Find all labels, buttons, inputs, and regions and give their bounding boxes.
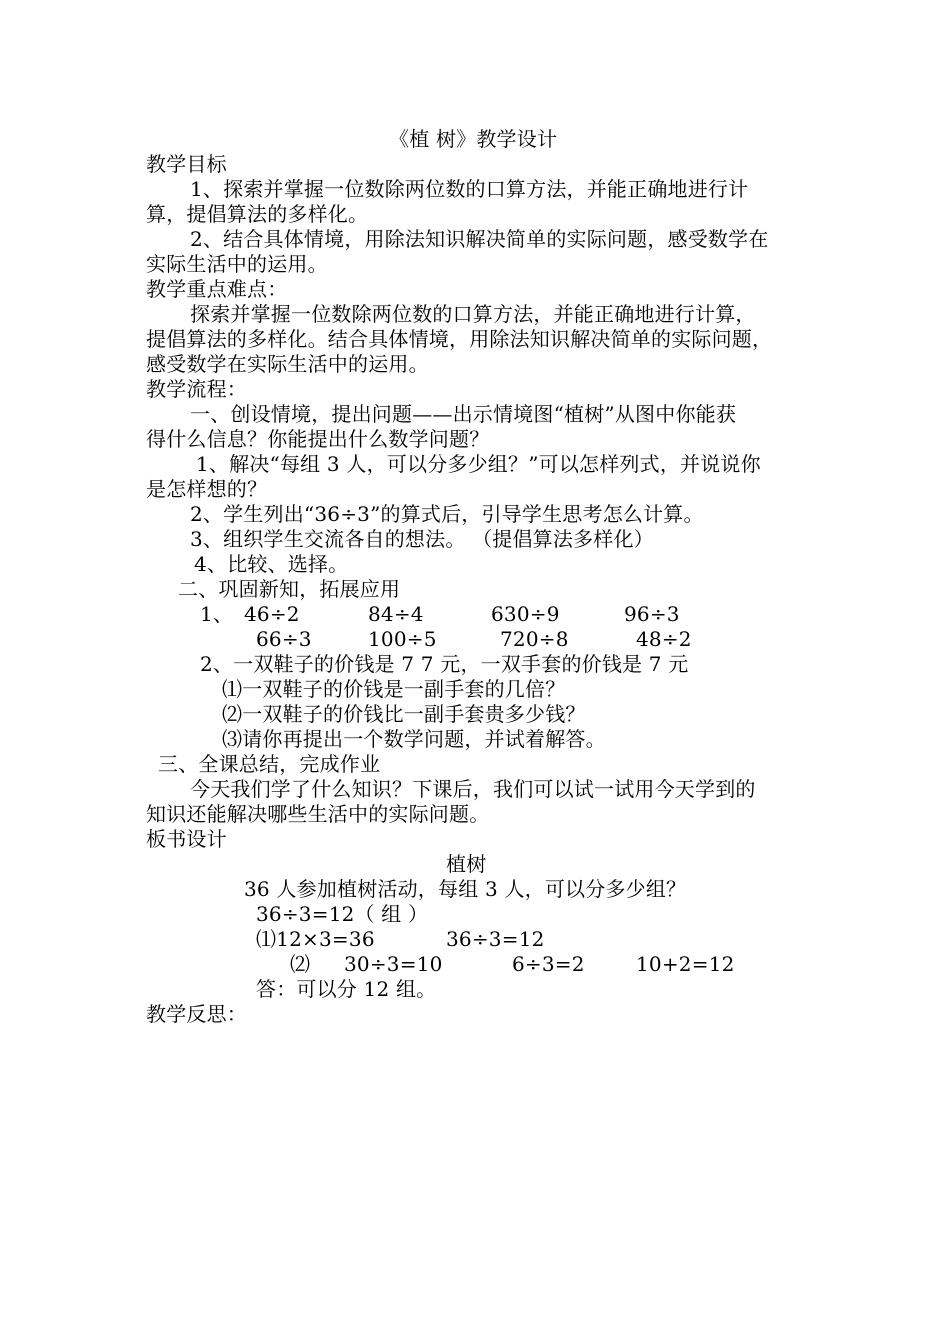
reflection-heading: 教学反思： <box>146 1002 247 1026</box>
objective-2-line-1: 2、结合具体情境，用除法知识解决简单的实际问题，感受数学在 <box>190 227 769 251</box>
exercise-2-question-2: ⑵一双鞋子的价钱比一副手套贵多少钱？ <box>222 702 586 726</box>
exercise-item: 84÷4 <box>368 602 424 626</box>
exercise-item: 66÷3 <box>256 627 312 651</box>
board-method-2-label: ⑵ <box>290 952 311 976</box>
exercise-item: 46÷2 <box>244 602 300 626</box>
objectives-heading: 教学目标 <box>146 152 227 176</box>
board-title: 植树 <box>446 852 487 876</box>
exercise-item: 96÷3 <box>624 602 680 626</box>
summary-line-2: 知识还能解决哪些生活中的实际问题。 <box>146 802 490 826</box>
summary-line-1: 今天我们学了什么知识？下课后，我们可以试一试用今天学到的 <box>190 777 756 801</box>
key-points-line-2: 提倡算法的多样化。结合具体情境，用除法知识解决简单的实际问题， <box>146 327 773 351</box>
part-1-line-2: 得什么信息？你能提出什么数学问题？ <box>146 427 490 451</box>
board-problem: 36 人参加植树活动，每组 3 人，可以分多少组？ <box>244 877 687 901</box>
exercise-2-question-1: ⑴一双鞋子的价钱是一副手套的几倍？ <box>222 677 566 701</box>
key-points-line-1: 探索并掌握一位数除两位数的口算方法，并能正确地进行计算， <box>190 302 756 326</box>
board-method-1-a: ⑴12×3=36 <box>256 927 375 951</box>
exercise-2: 2、一双鞋子的价钱是 7 7 元，一双手套的价钱是 7 元 <box>200 652 689 676</box>
board-heading: 板书设计 <box>146 827 227 851</box>
step-3: 3、组织学生交流各自的想法。 （提倡算法多样化） <box>190 527 654 551</box>
step-1-line-2: 是怎样想的？ <box>146 477 268 501</box>
exercise-item: 48÷2 <box>636 627 692 651</box>
board-method-2-c: 10+2=12 <box>636 952 735 976</box>
part-2-heading: 二、巩固新知，拓展应用 <box>178 577 401 601</box>
part-3-heading: 三、全课总结，完成作业 <box>158 752 381 776</box>
board-method-2-b: 6÷3=2 <box>512 952 585 976</box>
step-1-line-1: 1、解决“每组 3 人，可以分多少组？”可以怎样列式，并说说你 <box>196 452 761 476</box>
objective-2-line-2: 实际生活中的运用。 <box>146 252 328 276</box>
exercise-item: 100÷5 <box>368 627 437 651</box>
key-points-heading: 教学重点难点： <box>146 277 288 301</box>
objective-1-line-1: 1、探索并掌握一位数除两位数的口算方法，并能正确地进行计 <box>190 177 749 201</box>
exercise-2-question-3: ⑶请你再提出一个数学问题，并试着解答。 <box>222 727 606 751</box>
board-method-1-b: 36÷3=12 <box>446 927 545 951</box>
board-answer: 答：可以分 12 组。 <box>256 977 437 1001</box>
exercise-item: 630÷9 <box>491 602 560 626</box>
board-equation: 36÷3=12（ 组 ） <box>256 902 429 926</box>
key-points-line-3: 感受数学在实际生活中的运用。 <box>146 352 429 376</box>
step-2: 2、学生列出“36÷3”的算式后，引导学生思考怎么计算。 <box>190 502 704 526</box>
exercise-item: 720÷8 <box>500 627 569 651</box>
part-1-line-1: 一、创设情境，提出问题——出示情境图“植树”从图中你能获 <box>190 402 737 426</box>
exercise-1-label: 1、 <box>200 602 234 626</box>
step-4: 4、比较、选择。 <box>194 552 349 576</box>
process-heading: 教学流程： <box>146 377 247 401</box>
document-title: 《植 树》教学设计 <box>389 127 558 151</box>
board-method-2-a: 30÷3=10 <box>344 952 443 976</box>
objective-1-line-2: 算，提倡算法的多样化。 <box>146 202 369 226</box>
